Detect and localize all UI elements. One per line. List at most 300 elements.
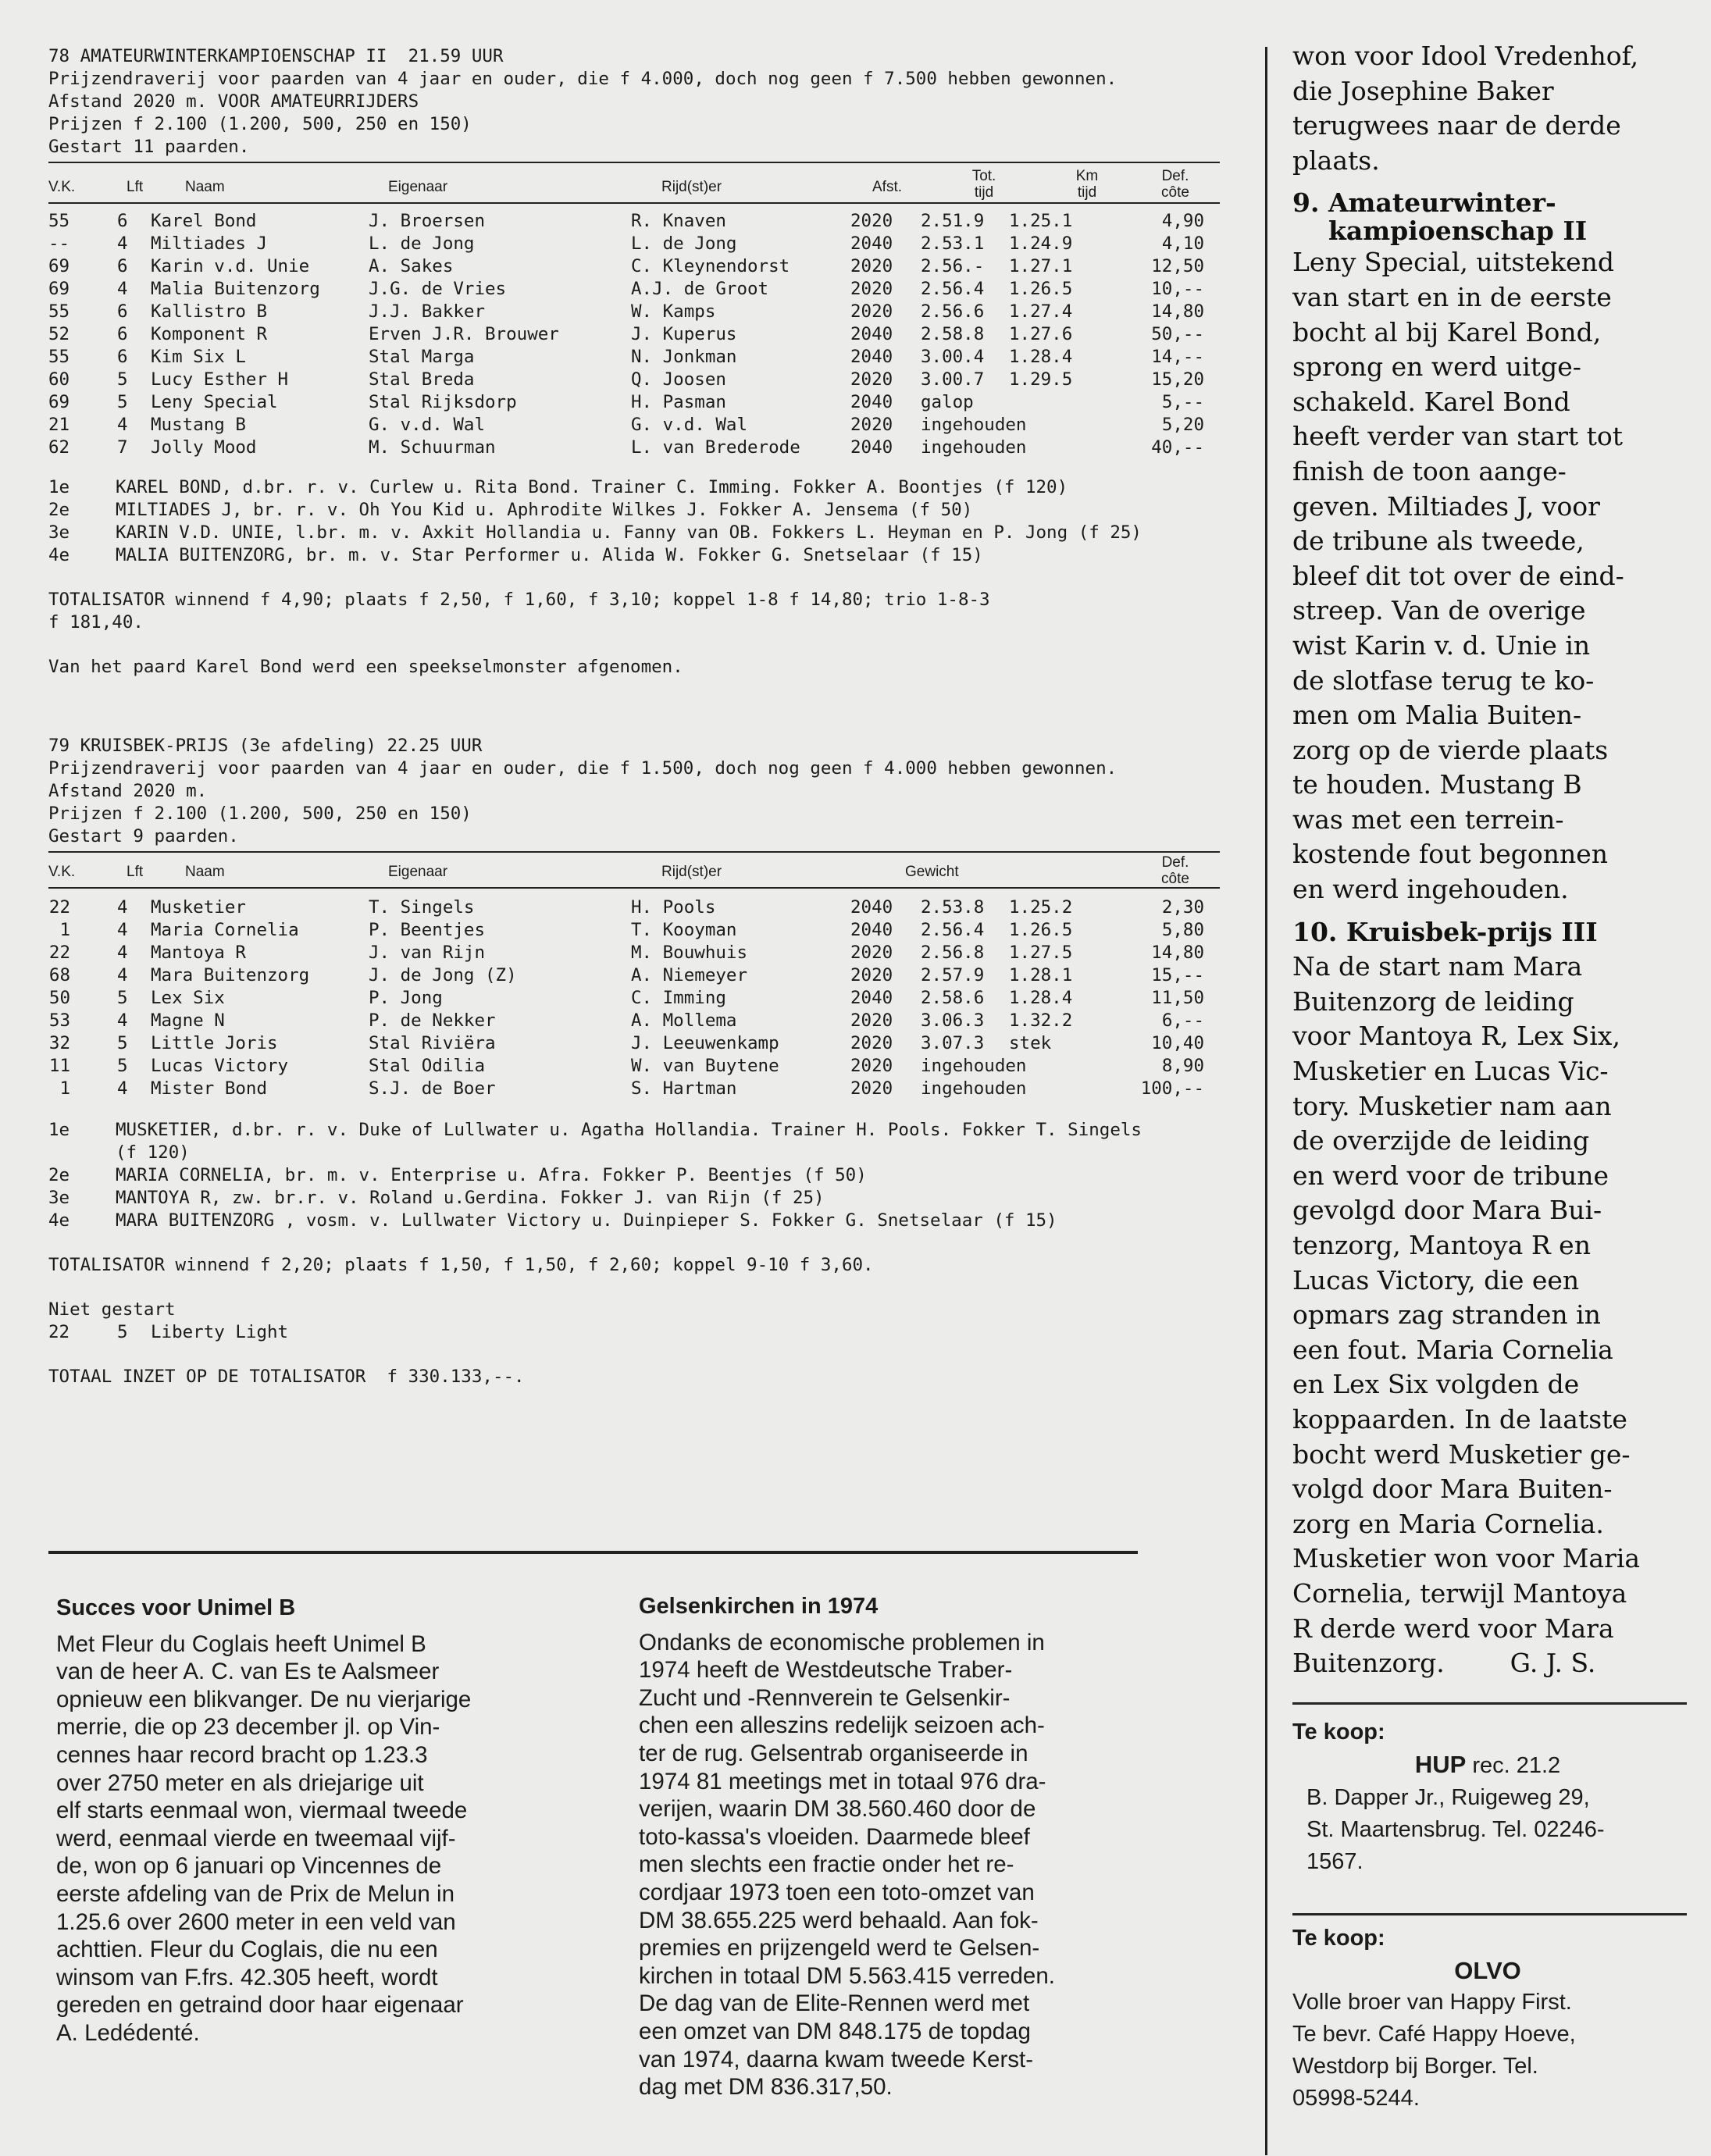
col-eigenaar: Eigenaar xyxy=(388,864,448,880)
placing-text: MUSKETIER, d.br. r. v. Duke of Lullwater u. Agatha Hollandia. Trainer H. Pools. Fokker T. Singels (f 120) xyxy=(116,1120,1142,1163)
cell-lft: 4 xyxy=(117,943,128,963)
col-vk: V.K. xyxy=(48,179,76,195)
cell-lft: 5 xyxy=(117,1056,128,1076)
text-line: De dag van de Elite-Rennen werd met xyxy=(639,1990,1030,2017)
cell-naam: Karel Bond xyxy=(151,211,257,231)
race-78-header xyxy=(48,45,1220,159)
cell-rijder: A. Niemeyer xyxy=(631,965,748,985)
cell-km: 1.29.5 xyxy=(1009,369,1073,390)
cell-vk: 22 xyxy=(48,1322,70,1342)
cell-km: 1.24.9 xyxy=(1009,233,1073,254)
race-78-column-headers xyxy=(48,163,1220,202)
cell-km: 1.28.4 xyxy=(1009,988,1073,1008)
placing-rank: 2e xyxy=(48,1165,70,1185)
col-def-cote xyxy=(1140,168,1210,201)
cell-km: 1.32.2 xyxy=(1009,1010,1073,1031)
cell-afst: 2040 xyxy=(850,920,893,940)
cell-km: 1.27.6 xyxy=(1009,324,1073,344)
placing-rank: 2e xyxy=(48,500,70,520)
placing-row xyxy=(48,476,1220,499)
placing-text: MALIA BUITENZORG, br. m. v. Star Performer u. Alida W. Fokker G. Snetselaar (f 15) xyxy=(116,545,983,565)
cell-naam: Jolly Mood xyxy=(151,437,257,458)
cell-naam: Komponent R xyxy=(151,324,268,344)
cell-km: 1.27.4 xyxy=(1009,301,1073,322)
cell-naam: Lucas Victory xyxy=(151,1056,289,1076)
col-def-sub: côte xyxy=(1161,184,1189,201)
cell-lft: 5 xyxy=(117,1322,128,1342)
cell-lft: 4 xyxy=(117,1078,128,1099)
cell-naam: Maria Cornelia xyxy=(151,920,299,940)
cell-eigenaar: J. Broersen xyxy=(369,211,486,231)
text-line: Buitenzorg. G. J. S. xyxy=(1292,1648,1596,1679)
text-line: over 2750 meter en als driejarige uit xyxy=(56,1769,424,1796)
cell-def: 11,50 xyxy=(1151,988,1204,1008)
cell-eigenaar: J.J. Bakker xyxy=(369,301,486,322)
placing-text: KAREL BOND, d.br. r. v. Curlew u. Rita Bond. Trainer C. Imming. Fokker A. Boontjes (f 120) xyxy=(116,477,1068,497)
cell-eigenaar: P. Jong xyxy=(369,988,443,1008)
cell-afst: 2020 xyxy=(850,369,893,390)
cell-vk: 68 xyxy=(48,965,70,985)
ad-name-text: HUP xyxy=(1414,1751,1467,1778)
text-line: Musketier en Lucas Vic- xyxy=(1292,1056,1609,1087)
cell-afst: 2020 xyxy=(850,256,893,276)
cell-def: 15,20 xyxy=(1151,369,1204,390)
text-line: was met een terrein- xyxy=(1292,804,1564,835)
text-line: opmars zag stranden in xyxy=(1292,1299,1601,1331)
cell-afst: 2040 xyxy=(850,437,893,458)
cell-afst: 2020 xyxy=(850,1010,893,1031)
cell-afst: 2040 xyxy=(850,897,893,918)
result-row xyxy=(48,346,1220,369)
cell-afst: 2020 xyxy=(850,1056,893,1076)
placing-text: MARIA CORNELIA, br. m. v. Enterprise u. Afra. Fokker P. Beentjes (f 50) xyxy=(116,1165,867,1185)
cell-tot: 2.56.- xyxy=(921,256,985,276)
text-line: de slotfase terug te ko- xyxy=(1292,665,1595,696)
cell-lft: 4 xyxy=(117,920,128,940)
cell-def: 40,-- xyxy=(1151,437,1204,458)
cell-km: 1.25.1 xyxy=(1009,211,1073,231)
text-line: Musketier won voor Maria xyxy=(1292,1543,1641,1574)
cell-afst: 2020 xyxy=(850,279,893,299)
cell-rijder: A.J. de Groot xyxy=(631,279,769,299)
text-line: van start en in de eerste xyxy=(1292,281,1612,312)
cell-naam: Kallistro B xyxy=(151,301,268,322)
text-line: tenzorg, Mantoya R en xyxy=(1292,1230,1591,1260)
text-line: wist Karin v. d. Unie in xyxy=(1292,629,1591,661)
cell-lft: 6 xyxy=(117,301,128,322)
col-lft: Lft xyxy=(127,179,144,195)
cell-def: 10,40 xyxy=(1151,1033,1204,1053)
cell-lft: 4 xyxy=(117,965,128,985)
cell-vk: 53 xyxy=(48,1010,70,1031)
cell-rijder: Q. Joosen xyxy=(631,369,726,390)
result-row xyxy=(48,1055,1220,1078)
cell-km: 1.26.5 xyxy=(1009,279,1073,299)
text-line: te houden. Mustang B xyxy=(1292,769,1582,800)
cell-naam: Mister Bond xyxy=(151,1078,268,1099)
result-row xyxy=(48,323,1220,346)
text-line: toto-kassa's vloeiden. Daarmede bleef xyxy=(639,1823,1030,1850)
cell-vk: 55 xyxy=(48,211,70,231)
race-79-placings xyxy=(48,1119,1220,1232)
cell-vk: 69 xyxy=(48,279,70,299)
col-tot: Tot. xyxy=(971,168,996,184)
article-unimel-b xyxy=(56,1595,471,2047)
race-79 xyxy=(48,735,1220,1388)
race-78-results xyxy=(48,210,1220,459)
result-row xyxy=(48,1032,1220,1055)
race-78-started: Gestart 11 paarden. xyxy=(48,137,250,157)
race-79-title: 79 KRUISBEK-PRIJS (3e afdeling) 22.25 UUR xyxy=(48,736,483,756)
ad-line: B. Dapper Jr., Ruigeweg 29, xyxy=(1306,1785,1590,1810)
report-intro xyxy=(1292,39,1683,178)
race-78-note: Van het paard Karel Bond werd een speekselmonster afgenomen. xyxy=(48,657,683,677)
cell-def: 14,80 xyxy=(1151,301,1204,322)
text-line: Leny Special, uitstekend xyxy=(1292,247,1615,278)
text-line: koppaarden. In de laatste xyxy=(1292,1403,1627,1434)
text-line: werd, eenmaal vierde en tweemaal vijf- xyxy=(56,1825,456,1851)
cell-vk: 52 xyxy=(48,324,70,344)
placing-text: MARA BUITENZORG , vosm. v. Lullwater Victory u. Duinpieper S. Fokker G. Snetselaar (f 15) xyxy=(116,1210,1057,1231)
result-row xyxy=(48,964,1220,987)
cell-lft: 5 xyxy=(117,392,128,412)
placing-text: MANTOYA R, zw. br.r. v. Roland u.Gerdina. Fokker J. van Rijn (f 25) xyxy=(116,1188,825,1208)
result-row xyxy=(48,414,1220,437)
col-vk: V.K. xyxy=(48,864,76,880)
placing-rank: 3e xyxy=(48,1188,70,1208)
col-km-tijd xyxy=(1056,168,1118,201)
ad-name-suffix: rec. 21.2 xyxy=(1466,1753,1561,1778)
cell-vk: 1 xyxy=(59,920,70,940)
cell-tot: 3.06.3 xyxy=(921,1010,985,1031)
text-line: gevolgd door Mara Bui- xyxy=(1292,1195,1602,1226)
ad-line: Volle broer van Happy First. xyxy=(1292,1990,1572,2015)
ad-name xyxy=(1292,1748,1683,1782)
cell-rijder: L. de Jong xyxy=(631,233,737,254)
cell-rijder: J. Kuperus xyxy=(631,324,737,344)
cell-vk: 50 xyxy=(48,988,70,1008)
cell-rijder: A. Mollema xyxy=(631,1010,737,1031)
cell-naam: Liberty Light xyxy=(151,1322,289,1342)
cell-vk: 32 xyxy=(48,1033,70,1053)
cell-lft: 6 xyxy=(117,347,128,367)
classified-ad-hup xyxy=(1292,1716,1683,1878)
race-79-totalisator: TOTALISATOR winnend f 2,20; plaats f 1,50, f 1,50, f 2,60; koppel 9-10 f 3,60. xyxy=(48,1255,874,1275)
text-line: men slechts een fractie onder het re- xyxy=(639,1851,1014,1878)
text-line: de overzijde de leiding xyxy=(1292,1125,1590,1156)
result-row xyxy=(48,233,1220,255)
race-78-placings xyxy=(48,476,1220,567)
cell-afst: 2020 xyxy=(850,301,893,322)
ad-title: Te koop: xyxy=(1292,1719,1385,1744)
text-line: van de heer A. C. van Es te Aalsmeer xyxy=(56,1659,440,1685)
text-line: chen een alleszins redelijk seizoen ach- xyxy=(639,1712,1045,1739)
cell-rijder: H. Pasman xyxy=(631,392,726,412)
text-line: sprong en werd uitge- xyxy=(1292,351,1581,383)
col-def-cote xyxy=(1140,854,1210,887)
race-78-totalisator: TOTALISATOR winnend f 4,90; plaats f 2,50, f 1,60, f 3,10; koppel 1-8 f 14,80; trio 1-8-3 f 181,40. xyxy=(48,590,990,633)
cell-eigenaar: Stal Breda xyxy=(369,369,475,390)
result-row xyxy=(48,278,1220,301)
col-rijder: Rijd(st)er xyxy=(661,179,722,195)
cell-afst: 2020 xyxy=(850,1033,893,1053)
cell-rijder: S. Hartman xyxy=(631,1078,737,1099)
cell-tot: 2.51.9 xyxy=(921,211,985,231)
cell-def: 14,80 xyxy=(1151,943,1204,963)
text-line: finish de toon aange- xyxy=(1292,455,1567,486)
text-line: men om Malia Buiten- xyxy=(1292,700,1582,731)
cell-afst: 2020 xyxy=(850,943,893,963)
text-line: premies en prijzengeld werd te Gelsen- xyxy=(639,1935,1040,1962)
cell-def: 100,-- xyxy=(1140,1078,1204,1099)
cell-def: 5,20 xyxy=(1161,415,1204,435)
divider xyxy=(48,1551,1138,1554)
cell-vk: 60 xyxy=(48,369,70,390)
cell-vk: 11 xyxy=(48,1056,70,1076)
placing-row xyxy=(48,1187,1220,1210)
cell-def: 2,30 xyxy=(1161,897,1204,918)
text-line: bleef dit tot over de eind- xyxy=(1292,560,1624,591)
text-line: cennes haar record bracht op 1.23.3 xyxy=(56,1741,428,1768)
cell-lft: 6 xyxy=(117,256,128,276)
result-row xyxy=(48,301,1220,323)
text-line: van 1974, daarna kwam tweede Kerst- xyxy=(639,2046,1034,2072)
col-tot-sub: tijd xyxy=(974,184,994,201)
cell-def: 15,-- xyxy=(1151,965,1204,985)
ad-line: Te bevr. Café Happy Hoeve, xyxy=(1292,2022,1576,2047)
cell-vk: 21 xyxy=(48,415,70,435)
cell-tot: 2.58.8 xyxy=(921,324,985,344)
result-row xyxy=(48,437,1220,459)
text-line: een fout. Maria Cornelia xyxy=(1292,1334,1613,1365)
race-79-prizes: Prijzen f 2.100 (1.200, 500, 250 en 150) xyxy=(48,804,472,824)
cell-eigenaar: J. van Rijn xyxy=(369,943,486,963)
cell-naam: Leny Special xyxy=(151,392,278,412)
cell-rijder: C. Imming xyxy=(631,988,726,1008)
cell-tot: ingehouden xyxy=(921,1056,1027,1076)
text-line: geven. Miltiades J, voor xyxy=(1292,490,1600,522)
text-line: merrie, die op 23 december jl. op Vin- xyxy=(56,1714,440,1741)
cell-eigenaar: M. Schuurman xyxy=(369,437,496,458)
text-line: kostende fout begonnen xyxy=(1292,839,1609,870)
cell-naam: Karin v.d. Unie xyxy=(151,256,310,276)
report-section-9 xyxy=(1292,189,1683,907)
text-line: en Lex Six volgden de xyxy=(1292,1369,1580,1400)
text-line: Lucas Victory, die een xyxy=(1292,1264,1580,1295)
cell-naam: Malia Buitenzorg xyxy=(151,279,320,299)
col-tot-tijd xyxy=(953,168,1015,201)
ad-title: Te koop: xyxy=(1292,1926,1385,1951)
result-row xyxy=(48,919,1220,942)
text-line: Na de start nam Mara xyxy=(1292,951,1583,982)
cell-tot: 3.07.3 xyxy=(921,1033,985,1053)
cell-naam: Musketier xyxy=(151,897,246,918)
column-divider xyxy=(1265,47,1267,2155)
cell-def: 4,90 xyxy=(1161,211,1204,231)
cell-lft: 4 xyxy=(117,897,128,918)
result-row xyxy=(48,210,1220,233)
ad-line: Westdorp bij Borger. Tel. xyxy=(1292,2054,1538,2079)
cell-def: 5,80 xyxy=(1161,920,1204,940)
cell-def: 5,-- xyxy=(1161,392,1204,412)
cell-eigenaar: J.G. de Vries xyxy=(369,279,507,299)
cell-rijder: R. Knaven xyxy=(631,211,726,231)
cell-def: 8,90 xyxy=(1161,1056,1204,1076)
ad-line: 05998-5244. xyxy=(1292,2086,1420,2111)
text-line: kirchen in totaal DM 5.563.415 verreden. xyxy=(639,1962,1055,1989)
placing-rank: 3e xyxy=(48,522,70,543)
cell-tot: 2.56.4 xyxy=(921,279,985,299)
result-row xyxy=(48,255,1220,278)
cell-lft: 4 xyxy=(117,279,128,299)
placing-rank: 1e xyxy=(48,477,70,497)
cell-eigenaar: A. Sakes xyxy=(369,256,454,276)
cell-lft: 5 xyxy=(117,988,128,1008)
cell-km: 1.27.5 xyxy=(1009,943,1073,963)
col-lft: Lft xyxy=(127,864,144,880)
cell-eigenaar: J. de Jong (Z) xyxy=(369,965,517,985)
cell-rijder: N. Jonkman xyxy=(631,347,737,367)
cell-eigenaar: P. Beentjes xyxy=(369,920,486,940)
cell-rijder: H. Pools xyxy=(631,897,716,918)
cell-def: 14,-- xyxy=(1151,347,1204,367)
cell-lft: 6 xyxy=(117,211,128,231)
text-line: won voor Idool Vredenhof, xyxy=(1292,41,1639,71)
col-rijder: Rijd(st)er xyxy=(661,864,722,880)
cell-lft: 4 xyxy=(117,415,128,435)
placing-row xyxy=(48,499,1220,522)
placing-text: KARIN V.D. UNIE, l.br. m. v. Axkit Hollandia u. Fanny van OB. Fokkers L. Heyman en P. Jong (f 25) xyxy=(116,522,1142,543)
cell-def: 10,-- xyxy=(1151,279,1204,299)
race-78-title: 78 AMATEURWINTERKAMPIOENSCHAP II 21.59 UUR xyxy=(48,46,504,66)
divider xyxy=(1292,1702,1687,1705)
text-line: dag met DM 836.317,50. xyxy=(639,2074,893,2101)
report-section-10 xyxy=(1292,915,1683,1681)
race-79-header xyxy=(48,735,1220,848)
ad-name: OLVO xyxy=(1454,1957,1521,1984)
race-78-prizes: Prijzen f 2.100 (1.200, 500, 250 en 150) xyxy=(48,114,472,134)
col-km: Km xyxy=(1075,168,1099,184)
ad-line: 1567. xyxy=(1306,1849,1363,1874)
cell-tot: 2.53.1 xyxy=(921,233,985,254)
col-eigenaar: Eigenaar xyxy=(388,179,448,195)
col-naam: Naam xyxy=(185,864,225,880)
col-km-sub: tijd xyxy=(1077,184,1097,201)
race-79-not-started-label: Niet gestart xyxy=(48,1299,176,1320)
race-79-column-headers xyxy=(48,853,1220,887)
cell-naam: Mustang B xyxy=(151,415,246,435)
cell-afst: 2040 xyxy=(850,988,893,1008)
text-line: de tribune als tweede, xyxy=(1292,526,1584,557)
placing-rank: 4e xyxy=(48,545,70,565)
text-line: bocht al bij Karel Bond, xyxy=(1292,316,1602,347)
cell-km: 1.28.4 xyxy=(1009,347,1073,367)
cell-vk: 22 xyxy=(48,943,70,963)
race-78 xyxy=(48,45,1220,679)
race-79-conditions: Prijzendraverij voor paarden van 4 jaar en ouder, die f 1.500, doch nog geen f 4.000 hebben gewonnen. xyxy=(48,758,1117,779)
race-79-total-stake: TOTAAL INZET OP DE TOTALISATOR f 330.133,--. xyxy=(48,1367,525,1387)
cell-tot: ingehouden xyxy=(921,437,1027,458)
text-line: winsom van F.frs. 42.305 heeft, wordt xyxy=(56,1964,438,1990)
cell-eigenaar: S.J. de Boer xyxy=(369,1078,496,1099)
cell-vk: 1 xyxy=(59,1078,70,1099)
text-line: plaats. xyxy=(1292,144,1380,176)
placing-row xyxy=(48,522,1220,544)
col-afst: Afst. xyxy=(872,179,903,195)
race-78-distance: Afstand 2020 m. VOOR AMATEURRIJDERS xyxy=(48,91,419,112)
cell-km: 1.26.5 xyxy=(1009,920,1073,940)
divider xyxy=(48,202,1220,204)
cell-eigenaar: L. de Jong xyxy=(369,233,475,254)
cell-naam: Miltiades J xyxy=(151,233,268,254)
section-heading: 9. Amateurwinter- xyxy=(1292,187,1556,219)
cell-eigenaar: Stal Odilia xyxy=(369,1056,486,1076)
cell-km: stek xyxy=(1009,1033,1052,1053)
text-line: 1.25.6 over 2600 meter in een veld van xyxy=(56,1908,456,1935)
cell-naam: Mantoya R xyxy=(151,943,246,963)
col-gewicht: Gewicht xyxy=(905,864,959,880)
cell-eigenaar: Stal Rijksdorp xyxy=(369,392,517,412)
cell-rijder: L. van Brederode xyxy=(631,437,800,458)
placing-row xyxy=(48,544,1220,567)
cell-afst: 2040 xyxy=(850,324,893,344)
divider xyxy=(1292,1913,1687,1915)
text-line: elf starts eenmaal won, viermaal tweede xyxy=(56,1798,468,1824)
text-line: bocht werd Musketier ge- xyxy=(1292,1438,1631,1470)
result-row xyxy=(48,896,1220,919)
race-79-started: Gestart 9 paarden. xyxy=(48,826,239,846)
cell-vk: 69 xyxy=(48,256,70,276)
cell-afst: 2020 xyxy=(850,211,893,231)
col-def-sub: côte xyxy=(1161,871,1189,887)
article-title: Succes voor Unimel B xyxy=(56,1595,296,1620)
result-row xyxy=(48,942,1220,964)
col-def: Def. xyxy=(1161,168,1189,184)
text-line: 1974 81 meetings met in totaal 976 dra- xyxy=(639,1768,1046,1794)
text-line: Zucht und -Rennverein te Gelsenkir- xyxy=(639,1684,1011,1711)
cell-tot: 2.56.4 xyxy=(921,920,985,940)
cell-tot: 2.56.8 xyxy=(921,943,985,963)
section-heading: 10. Kruisbek-prijs III xyxy=(1292,916,1598,947)
cell-afst: 2020 xyxy=(850,415,893,435)
text-line: DM 38.655.225 werd behaald. Aan fok- xyxy=(639,1907,1039,1933)
placing-rank: 1e xyxy=(48,1120,70,1140)
text-line: volgd door Mara Buiten- xyxy=(1292,1474,1613,1505)
cell-naam: Magne N xyxy=(151,1010,225,1031)
race-79-results xyxy=(48,896,1220,1100)
cell-lft: 7 xyxy=(117,437,128,458)
cell-tot: 3.00.4 xyxy=(921,347,985,367)
text-line: schakeld. Karel Bond xyxy=(1292,386,1570,417)
text-line: achttien. Fleur du Coglais, die nu een xyxy=(56,1937,438,1963)
cell-eigenaar: Stal Marga xyxy=(369,347,475,367)
cell-rijder: M. Bouwhuis xyxy=(631,943,748,963)
text-line: ter de rug. Gelsentrab organiseerde in xyxy=(639,1740,1028,1766)
cell-tot: 2.56.6 xyxy=(921,301,985,322)
cell-tot: 2.58.6 xyxy=(921,988,985,1008)
text-line: een omzet van DM 848.175 de topdag xyxy=(639,2018,1031,2044)
placing-row xyxy=(48,1210,1220,1232)
text-line: A. Ledédenté. xyxy=(56,2019,200,2046)
article-gelsenkirchen xyxy=(639,1593,1055,2101)
cell-vk: 22 xyxy=(48,897,70,918)
placing-row xyxy=(48,1164,1220,1187)
col-naam: Naam xyxy=(185,179,225,195)
text-line: en werd ingehouden. xyxy=(1292,874,1569,905)
divider xyxy=(48,887,1220,889)
text-line: Met Fleur du Coglais heeft Unimel B xyxy=(56,1630,426,1657)
cell-vk: 55 xyxy=(48,301,70,322)
